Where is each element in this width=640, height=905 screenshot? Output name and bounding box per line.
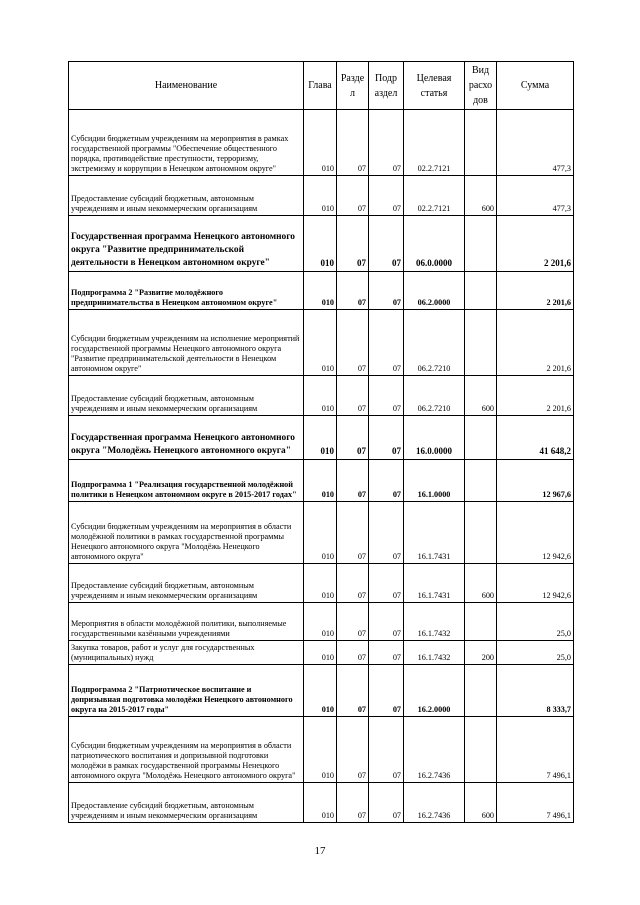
row-podrazdel: 07 (369, 641, 404, 665)
table-row (69, 110, 574, 176)
page-number: 17 (314, 845, 326, 857)
row-statya: 16.2.7436 (404, 717, 465, 783)
row-vid (465, 272, 497, 310)
row-razdel: 07 (337, 176, 369, 216)
row-glava: 010 (304, 502, 337, 564)
row-vid (465, 310, 497, 376)
row-statya: 06.2.7210 (404, 310, 465, 376)
row-podrazdel: 07 (369, 603, 404, 641)
row-vid: 600 (465, 783, 497, 823)
table-header-row (69, 62, 574, 110)
row-razdel: 07 (337, 603, 369, 641)
table-row (69, 176, 574, 216)
row-name: Предоставление субсидий бюджетным, автономным учреждениям и иным некоммерческим организациям (69, 376, 304, 416)
row-name: Субсидии бюджетным учреждениям на мероприятия в области молодёжной политики в рамках государственной программы Ненецкого автономного округа "Молодёжь Ненецкого автономного округа" (69, 502, 304, 564)
row-name: Субсидии бюджетным учреждениям на мероприятия в области патриотического воспитания и допризывной подготовки молодёжи в рамках государственной программы Ненецкого автономного округа "Молодёжь Ненецкого автономного округа" (69, 717, 304, 783)
row-name: Предоставление субсидий бюджетным, автономным учреждениям и иным некоммерческим организациям (69, 176, 304, 216)
header-podrazdel: Подр аздел (369, 62, 404, 110)
row-razdel: 07 (337, 502, 369, 564)
row-podrazdel: 07 (369, 176, 404, 216)
row-glava: 010 (304, 460, 337, 502)
table-row (69, 216, 574, 272)
row-glava: 010 (304, 603, 337, 641)
row-statya: 16.0.0000 (404, 416, 465, 460)
row-summa: 2 201,6 (497, 310, 574, 376)
table-row (69, 717, 574, 783)
row-razdel: 07 (337, 783, 369, 823)
header-summa: Сумма (497, 62, 574, 110)
row-glava: 010 (304, 665, 337, 717)
row-glava: 010 (304, 216, 337, 272)
row-vid (465, 110, 497, 176)
row-podrazdel: 07 (369, 665, 404, 717)
row-vid: 600 (465, 564, 497, 603)
row-statya: 16.2.0000 (404, 665, 465, 717)
row-razdel: 07 (337, 717, 369, 783)
row-vid (465, 216, 497, 272)
row-name: Подпрограмма 2 "Развитие молодёжного предпринимательства в Ненецком автономном округе" (69, 272, 304, 310)
row-vid (465, 603, 497, 641)
row-name: Закупка товаров, работ и услуг для государственных (муниципальных) нужд (69, 641, 304, 665)
row-statya: 16.1.7432 (404, 641, 465, 665)
row-podrazdel: 07 (369, 460, 404, 502)
row-summa: 12 967,6 (497, 460, 574, 502)
row-summa: 477,3 (497, 110, 574, 176)
row-statya: 02.2.7121 (404, 110, 465, 176)
row-summa: 8 333,7 (497, 665, 574, 717)
table-row (69, 460, 574, 502)
row-vid (465, 416, 497, 460)
row-podrazdel: 07 (369, 783, 404, 823)
row-podrazdel: 07 (369, 416, 404, 460)
row-name: Подпрограмма 2 "Патриотическое воспитание и допризывная подготовка молодёжи Ненецкого автономного округа на 2015-2017 годы" (69, 665, 304, 717)
header-glava: Глава (304, 62, 337, 110)
row-glava: 010 (304, 641, 337, 665)
row-summa: 25,0 (497, 603, 574, 641)
row-statya: 16.2.7436 (404, 783, 465, 823)
table-row (69, 603, 574, 641)
row-vid (465, 460, 497, 502)
row-statya: 06.0.0000 (404, 216, 465, 272)
table-row (69, 272, 574, 310)
row-glava: 010 (304, 564, 337, 603)
row-vid (465, 502, 497, 564)
row-podrazdel: 07 (369, 272, 404, 310)
budget-table (68, 61, 574, 823)
row-vid: 600 (465, 176, 497, 216)
row-vid (465, 717, 497, 783)
row-razdel: 07 (337, 110, 369, 176)
row-podrazdel: 07 (369, 376, 404, 416)
row-vid (465, 665, 497, 717)
table-row (69, 665, 574, 717)
row-razdel: 07 (337, 564, 369, 603)
row-statya: 02.2.7121 (404, 176, 465, 216)
table-row (69, 641, 574, 665)
row-vid: 200 (465, 641, 497, 665)
row-name: Подпрограмма 1 "Реализация государственной молодёжной политики в Ненецком автономном округе в 2015-2017 годах" (69, 460, 304, 502)
header-name: Наименование (69, 62, 304, 110)
header-vid: Вид расхо дов (465, 62, 497, 110)
table-row (69, 416, 574, 460)
row-glava: 010 (304, 416, 337, 460)
row-podrazdel: 07 (369, 717, 404, 783)
row-summa: 25,0 (497, 641, 574, 665)
row-statya: 16.1.7431 (404, 564, 465, 603)
row-summa: 12 942,6 (497, 564, 574, 603)
row-glava: 010 (304, 717, 337, 783)
row-razdel: 07 (337, 310, 369, 376)
row-summa: 2 201,6 (497, 376, 574, 416)
row-glava: 010 (304, 110, 337, 176)
row-summa: 12 942,6 (497, 502, 574, 564)
row-summa: 2 201,6 (497, 272, 574, 310)
row-glava: 010 (304, 376, 337, 416)
row-summa: 7 496,1 (497, 783, 574, 823)
table-row (69, 564, 574, 603)
row-name: Мероприятия в области молодёжной политики, выполняемые государственными казёнными учреждениями (69, 603, 304, 641)
row-vid: 600 (465, 376, 497, 416)
row-glava: 010 (304, 272, 337, 310)
row-summa: 7 496,1 (497, 717, 574, 783)
row-glava: 010 (304, 310, 337, 376)
header-statya: Целевая статья (404, 62, 465, 110)
row-statya: 06.2.0000 (404, 272, 465, 310)
table-row (69, 502, 574, 564)
row-statya: 16.1.7431 (404, 502, 465, 564)
row-statya: 06.2.7210 (404, 376, 465, 416)
row-razdel: 07 (337, 641, 369, 665)
row-summa: 41 648,2 (497, 416, 574, 460)
row-name: Предоставление субсидий бюджетным, автономным учреждениям и иным некоммерческим организациям (69, 564, 304, 603)
row-podrazdel: 07 (369, 310, 404, 376)
row-podrazdel: 07 (369, 502, 404, 564)
table-row (69, 783, 574, 823)
row-razdel: 07 (337, 216, 369, 272)
row-statya: 16.1.0000 (404, 460, 465, 502)
header-razdel: Разде л (337, 62, 369, 110)
row-razdel: 07 (337, 460, 369, 502)
table-row (69, 376, 574, 416)
row-podrazdel: 07 (369, 216, 404, 272)
row-podrazdel: 07 (369, 110, 404, 176)
row-name: Субсидии бюджетным учреждениям на исполнение мероприятий государственной программы Ненецкого автономного округа "Развитие предпринимательской деятельности в Ненецком автономном округе" (69, 310, 304, 376)
row-podrazdel: 07 (369, 564, 404, 603)
row-name: Государственная программа Ненецкого автономного округа "Развитие предпринимательской деятельности в Ненецком автономном округе" (69, 216, 304, 272)
row-statya: 16.1.7432 (404, 603, 465, 641)
row-razdel: 07 (337, 376, 369, 416)
row-glava: 010 (304, 783, 337, 823)
row-razdel: 07 (337, 272, 369, 310)
row-name: Государственная программа Ненецкого автономного округа "Молодёжь Ненецкого автономного округа" (69, 416, 304, 460)
row-name: Субсидии бюджетным учреждениям на мероприятия в рамках государственной программы "Обеспечение общественного порядка, противодействие преступности, терроризму, экстремизму и коррупции в Ненецком автономном округе" (69, 110, 304, 176)
table-row (69, 310, 574, 376)
row-glava: 010 (304, 176, 337, 216)
row-summa: 2 201,6 (497, 216, 574, 272)
row-name: Предоставление субсидий бюджетным, автономным учреждениям и иным некоммерческим организациям (69, 783, 304, 823)
row-razdel: 07 (337, 665, 369, 717)
row-razdel: 07 (337, 416, 369, 460)
row-summa: 477,3 (497, 176, 574, 216)
